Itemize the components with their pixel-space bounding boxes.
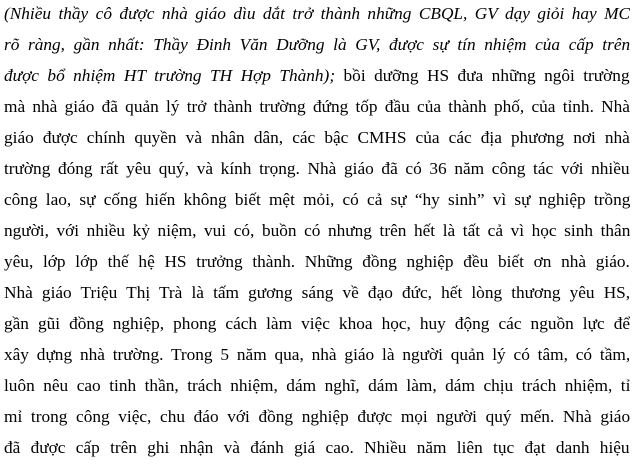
body-text: đã được cấp trên ghi nhận và đánh giá cao. Nhiều năm liên tục đạt danh hiệu (4, 438, 630, 457)
body-text: xây dựng nhà trường. Trong 5 năm qua, nhà giáo là người quản lý có tâm, có tầm, (4, 345, 630, 364)
body-text: gần gũi đồng nghiệp, phong cách làm việc khoa học, huy động các nguồn lực để (4, 314, 630, 333)
body-text: luôn nêu cao tinh thần, trách nhiệm, dám nghĩ, dám làm, dám chịu trách nhiệm, tỉ (4, 376, 630, 395)
text-line (4, 0, 630, 28)
italic-text: rõ ràng, gần nhất: Thầy Đinh Văn Dưỡng là GV, được sự tín nhiệm của cấp trên (4, 35, 630, 54)
body-text: người, với nhiều kỷ niệm, vui có, buồn có nhưng trên hết là tất cả vì học sinh thân (4, 221, 630, 240)
body-text: trường đóng rất yêu quý, và kính trọng. Nhà giáo đã có 36 năm công tác với nhiều (4, 159, 630, 178)
body-text: mà nhà giáo đã quản lý trở thành trường đứng tốp đầu của thành phố, của tỉnh. Nhà (4, 97, 630, 116)
italic-text: (Nhiều thầy cô được nhà giáo dìu dắt trở thành những CBQL, GV dạy giỏi hay MC (4, 4, 630, 23)
text-line (4, 124, 630, 152)
text-line (4, 341, 630, 369)
text-line (4, 372, 630, 400)
text-line (4, 93, 630, 121)
text-line (4, 310, 630, 338)
text-line (4, 248, 630, 276)
text-line (4, 31, 630, 59)
body-text: yêu, lớp lớp thế hệ HS trưởng thành. Những đồng nghiệp đều biết ơn nhà giáo. (4, 252, 630, 271)
text-line (4, 155, 630, 183)
text-line (4, 279, 630, 307)
text-line (4, 434, 630, 462)
body-text: bồi dưỡng HS đưa những ngôi trường (335, 66, 630, 85)
body-text: mỉ trong công việc, chu đáo với đồng nghiệp được mọi người quý mến. Nhà giáo (4, 407, 630, 426)
body-text: giáo được chính quyền và nhân dân, các bậc CMHS của các địa phương nơi nhà (4, 128, 630, 147)
body-text: công lao, sự cống hiến không biết mệt mỏi, có cả sự “hy sinh” vì sự nghiệp trồng (4, 190, 630, 209)
text-line (4, 186, 630, 214)
body-text: Nhà giáo Triệu Thị Trà là tấm gương sáng về đạo đức, hết lòng thương yêu HS, (4, 283, 630, 302)
text-line (4, 62, 630, 90)
text-line (4, 403, 630, 431)
italic-text: được bổ nhiệm HT trường TH Hợp Thành); (4, 66, 336, 85)
text-line (4, 217, 630, 245)
